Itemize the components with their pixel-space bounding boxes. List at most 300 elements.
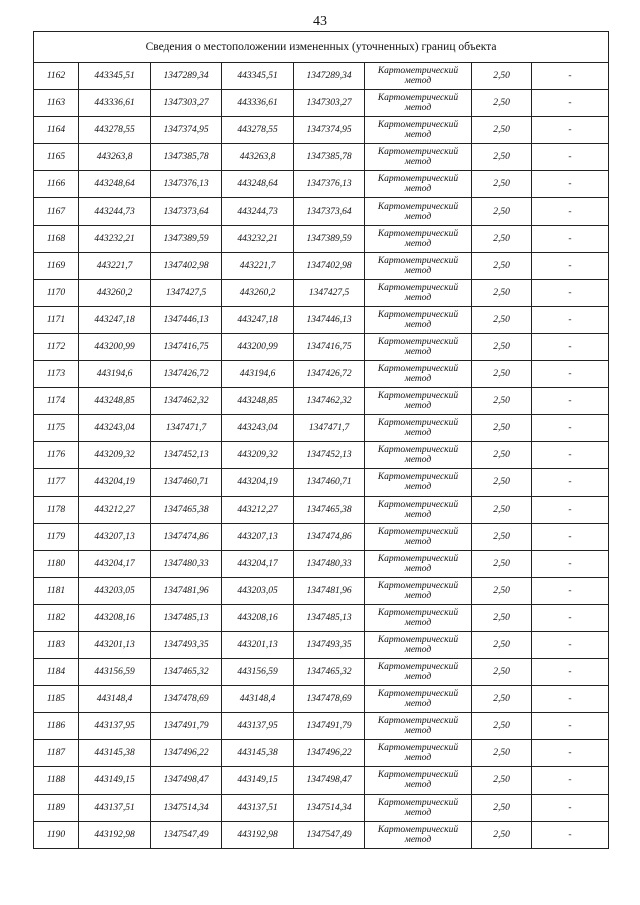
description-cell: -: [532, 388, 609, 415]
y-existing-cell: 1347496,22: [151, 740, 222, 767]
method-line2: метод: [404, 699, 432, 710]
description-cell: -: [532, 794, 609, 821]
method-line1: Картометрический: [377, 499, 459, 510]
table-row: [34, 225, 609, 252]
x-existing-cell: 443200,99: [79, 333, 151, 360]
method-line2: метод: [404, 184, 432, 195]
point-number-cell: 1171: [34, 306, 79, 333]
description-cell: -: [532, 631, 609, 658]
x-new-cell: 443145,38: [222, 740, 294, 767]
y-existing-cell: 1347478,69: [151, 686, 222, 713]
table-row: [34, 63, 609, 90]
y-new-cell: 1347460,71: [294, 469, 365, 496]
x-existing-cell: 443145,38: [79, 740, 151, 767]
description-cell: -: [532, 686, 609, 713]
y-new-cell: 1347402,98: [294, 252, 365, 279]
y-new-cell: 1347389,59: [294, 225, 365, 252]
table-row: [34, 550, 609, 577]
y-new-cell: 1347471,7: [294, 415, 365, 442]
y-new-cell: 1347373,64: [294, 198, 365, 225]
method-line1: Картометрический: [377, 282, 459, 293]
x-new-cell: 443200,99: [222, 333, 294, 360]
y-existing-cell: 1347493,35: [151, 631, 222, 658]
point-number-cell: 1185: [34, 686, 79, 713]
x-new-cell: 443248,85: [222, 388, 294, 415]
y-existing-cell: 1347465,38: [151, 496, 222, 523]
y-existing-cell: 1347446,13: [151, 306, 222, 333]
method-line2: метод: [404, 536, 432, 547]
method-line1: Картометрический: [377, 174, 459, 185]
point-number-cell: 1168: [34, 225, 79, 252]
x-new-cell: 443209,32: [222, 442, 294, 469]
description-cell: -: [532, 659, 609, 686]
point-number-cell: 1163: [34, 90, 79, 117]
table-row: [34, 577, 609, 604]
y-existing-cell: 1347426,72: [151, 361, 222, 388]
accuracy-cell: 2,50: [472, 117, 532, 144]
method-cell: [365, 117, 472, 144]
table-row: [34, 604, 609, 631]
accuracy-cell: 2,50: [472, 415, 532, 442]
x-new-cell: 443149,15: [222, 767, 294, 794]
method-cell: [365, 523, 472, 550]
method-cell: [365, 90, 472, 117]
point-number-cell: 1184: [34, 659, 79, 686]
x-new-cell: 443232,21: [222, 225, 294, 252]
method-cell: [365, 659, 472, 686]
y-new-cell: 1347481,96: [294, 577, 365, 604]
table-header-row: [34, 32, 609, 63]
method-cell: [365, 333, 472, 360]
x-existing-cell: 443209,32: [79, 442, 151, 469]
point-number-cell: 1169: [34, 252, 79, 279]
accuracy-cell: 2,50: [472, 713, 532, 740]
x-existing-cell: 443137,51: [79, 794, 151, 821]
method-cell: [365, 686, 472, 713]
method-line1: Картометрический: [377, 553, 459, 564]
method-cell: [365, 469, 472, 496]
y-existing-cell: 1347385,78: [151, 144, 222, 171]
method-cell: [365, 279, 472, 306]
method-cell: [365, 442, 472, 469]
table-row: [34, 767, 609, 794]
x-existing-cell: 443204,19: [79, 469, 151, 496]
point-number-cell: 1186: [34, 713, 79, 740]
x-existing-cell: 443248,64: [79, 171, 151, 198]
x-new-cell: 443247,18: [222, 306, 294, 333]
accuracy-cell: 2,50: [472, 63, 532, 90]
method-cell: [365, 144, 472, 171]
accuracy-cell: 2,50: [472, 821, 532, 848]
y-existing-cell: 1347465,32: [151, 659, 222, 686]
point-number-cell: 1190: [34, 821, 79, 848]
point-number-cell: 1181: [34, 577, 79, 604]
description-cell: -: [532, 333, 609, 360]
y-new-cell: 1347547,49: [294, 821, 365, 848]
accuracy-cell: 2,50: [472, 550, 532, 577]
accuracy-cell: 2,50: [472, 333, 532, 360]
accuracy-cell: 2,50: [472, 767, 532, 794]
page-number: 43: [313, 14, 327, 29]
point-number-cell: 1188: [34, 767, 79, 794]
point-number-cell: 1182: [34, 604, 79, 631]
table-row: [34, 686, 609, 713]
point-number-cell: 1170: [34, 279, 79, 306]
method-line2: метод: [404, 455, 432, 466]
table-row: [34, 523, 609, 550]
x-existing-cell: 443263,8: [79, 144, 151, 171]
method-cell: [365, 821, 472, 848]
method-line1: Картометрический: [377, 526, 459, 537]
description-cell: -: [532, 496, 609, 523]
accuracy-cell: 2,50: [472, 523, 532, 550]
method-line1: Картометрический: [377, 580, 459, 591]
method-line2: метод: [404, 292, 432, 303]
table-row: [34, 361, 609, 388]
method-cell: [365, 171, 472, 198]
x-existing-cell: 443194,6: [79, 361, 151, 388]
y-new-cell: 1347465,38: [294, 496, 365, 523]
method-cell: [365, 713, 472, 740]
accuracy-cell: 2,50: [472, 279, 532, 306]
table-row: [34, 713, 609, 740]
y-new-cell: 1347385,78: [294, 144, 365, 171]
method-line1: Картометрический: [377, 120, 459, 131]
table-row: [34, 117, 609, 144]
table-row: [34, 821, 609, 848]
x-existing-cell: 443148,4: [79, 686, 151, 713]
method-line2: метод: [404, 346, 432, 357]
description-cell: -: [532, 767, 609, 794]
description-cell: -: [532, 740, 609, 767]
point-number-cell: 1173: [34, 361, 79, 388]
description-cell: -: [532, 171, 609, 198]
point-number-cell: 1176: [34, 442, 79, 469]
method-line1: Картометрический: [377, 635, 459, 646]
x-existing-cell: 443203,05: [79, 577, 151, 604]
x-new-cell: 443221,7: [222, 252, 294, 279]
x-existing-cell: 443247,18: [79, 306, 151, 333]
method-line2: метод: [404, 726, 432, 737]
method-line1: Картометрический: [377, 336, 459, 347]
y-new-cell: 1347485,13: [294, 604, 365, 631]
description-cell: -: [532, 442, 609, 469]
method-line2: метод: [404, 780, 432, 791]
method-line1: Картометрический: [377, 662, 459, 673]
method-line2: метод: [404, 103, 432, 114]
description-cell: -: [532, 550, 609, 577]
table-row: [34, 794, 609, 821]
y-new-cell: 1347446,13: [294, 306, 365, 333]
y-existing-cell: 1347427,5: [151, 279, 222, 306]
point-number-cell: 1189: [34, 794, 79, 821]
method-line2: метод: [404, 807, 432, 818]
y-existing-cell: 1347474,86: [151, 523, 222, 550]
x-new-cell: 443204,19: [222, 469, 294, 496]
table-row: [34, 279, 609, 306]
accuracy-cell: 2,50: [472, 442, 532, 469]
method-cell: [365, 577, 472, 604]
point-number-cell: 1166: [34, 171, 79, 198]
accuracy-cell: 2,50: [472, 631, 532, 658]
method-cell: [365, 794, 472, 821]
table-row: [34, 631, 609, 658]
coordinates-table: [33, 31, 609, 849]
table-row: [34, 333, 609, 360]
method-cell: [365, 225, 472, 252]
accuracy-cell: 2,50: [472, 171, 532, 198]
method-line1: Картометрический: [377, 743, 459, 754]
y-existing-cell: 1347480,33: [151, 550, 222, 577]
y-new-cell: 1347474,86: [294, 523, 365, 550]
x-existing-cell: 443192,98: [79, 821, 151, 848]
method-line1: Картометрический: [377, 607, 459, 618]
x-existing-cell: 443149,15: [79, 767, 151, 794]
point-number-cell: 1177: [34, 469, 79, 496]
method-line1: Картометрический: [377, 472, 459, 483]
accuracy-cell: 2,50: [472, 469, 532, 496]
method-line1: Картометрический: [377, 147, 459, 158]
method-cell: [365, 604, 472, 631]
x-existing-cell: 443278,55: [79, 117, 151, 144]
y-existing-cell: 1347289,34: [151, 63, 222, 90]
accuracy-cell: 2,50: [472, 794, 532, 821]
description-cell: -: [532, 469, 609, 496]
method-cell: [365, 388, 472, 415]
method-line1: Картометрический: [377, 228, 459, 239]
method-line2: метод: [404, 753, 432, 764]
point-number-cell: 1187: [34, 740, 79, 767]
accuracy-cell: 2,50: [472, 225, 532, 252]
accuracy-cell: 2,50: [472, 388, 532, 415]
method-line1: Картометрический: [377, 445, 459, 456]
point-number-cell: 1180: [34, 550, 79, 577]
description-cell: -: [532, 117, 609, 144]
accuracy-cell: 2,50: [472, 659, 532, 686]
method-line2: метод: [404, 401, 432, 412]
method-line2: метод: [404, 265, 432, 276]
accuracy-cell: 2,50: [472, 90, 532, 117]
x-new-cell: 443156,59: [222, 659, 294, 686]
description-cell: -: [532, 415, 609, 442]
method-cell: [365, 415, 472, 442]
method-cell: [365, 496, 472, 523]
table-row: [34, 198, 609, 225]
method-line1: Картометрический: [377, 255, 459, 266]
description-cell: -: [532, 306, 609, 333]
point-number-cell: 1183: [34, 631, 79, 658]
accuracy-cell: 2,50: [472, 252, 532, 279]
x-new-cell: 443192,98: [222, 821, 294, 848]
description-cell: -: [532, 198, 609, 225]
method-line2: метод: [404, 509, 432, 520]
method-line1: Картометрический: [377, 797, 459, 808]
y-existing-cell: 1347373,64: [151, 198, 222, 225]
y-new-cell: 1347496,22: [294, 740, 365, 767]
x-existing-cell: 443204,17: [79, 550, 151, 577]
method-line2: метод: [404, 211, 432, 222]
point-number-cell: 1162: [34, 63, 79, 90]
table-row: [34, 252, 609, 279]
table-title: Сведения о местоположении измененных (уточненных) границ объекта: [34, 32, 609, 63]
method-line2: метод: [404, 672, 432, 683]
description-cell: -: [532, 279, 609, 306]
point-number-cell: 1164: [34, 117, 79, 144]
description-cell: -: [532, 225, 609, 252]
x-existing-cell: 443156,59: [79, 659, 151, 686]
method-line2: метод: [404, 374, 432, 385]
x-new-cell: 443278,55: [222, 117, 294, 144]
y-existing-cell: 1347303,27: [151, 90, 222, 117]
accuracy-cell: 2,50: [472, 686, 532, 713]
x-new-cell: 443208,16: [222, 604, 294, 631]
y-existing-cell: 1347471,7: [151, 415, 222, 442]
description-cell: -: [532, 577, 609, 604]
description-cell: -: [532, 713, 609, 740]
method-line2: метод: [404, 563, 432, 574]
y-new-cell: 1347374,95: [294, 117, 365, 144]
y-existing-cell: 1347460,71: [151, 469, 222, 496]
method-cell: [365, 252, 472, 279]
point-number-cell: 1178: [34, 496, 79, 523]
x-new-cell: 443260,2: [222, 279, 294, 306]
method-line2: метод: [404, 617, 432, 628]
y-existing-cell: 1347389,59: [151, 225, 222, 252]
accuracy-cell: 2,50: [472, 306, 532, 333]
description-cell: -: [532, 144, 609, 171]
x-new-cell: 443201,13: [222, 631, 294, 658]
description-cell: -: [532, 821, 609, 848]
table-row: [34, 469, 609, 496]
table-row: [34, 496, 609, 523]
y-new-cell: 1347416,75: [294, 333, 365, 360]
y-new-cell: 1347303,27: [294, 90, 365, 117]
accuracy-cell: 2,50: [472, 740, 532, 767]
x-existing-cell: 443207,13: [79, 523, 151, 550]
table-row: [34, 144, 609, 171]
y-existing-cell: 1347374,95: [151, 117, 222, 144]
y-new-cell: 1347376,13: [294, 171, 365, 198]
method-cell: [365, 198, 472, 225]
method-line2: метод: [404, 238, 432, 249]
method-cell: [365, 361, 472, 388]
x-existing-cell: 443243,04: [79, 415, 151, 442]
x-new-cell: 443336,61: [222, 90, 294, 117]
method-cell: [365, 740, 472, 767]
accuracy-cell: 2,50: [472, 198, 532, 225]
table-row: [34, 171, 609, 198]
method-line2: метод: [404, 482, 432, 493]
x-new-cell: 443263,8: [222, 144, 294, 171]
accuracy-cell: 2,50: [472, 577, 532, 604]
description-cell: -: [532, 63, 609, 90]
method-line1: Картометрический: [377, 93, 459, 104]
point-number-cell: 1167: [34, 198, 79, 225]
table-row: [34, 740, 609, 767]
x-new-cell: 443137,51: [222, 794, 294, 821]
method-line2: метод: [404, 157, 432, 168]
method-line2: метод: [404, 428, 432, 439]
point-number-cell: 1179: [34, 523, 79, 550]
method-line2: метод: [404, 76, 432, 87]
x-existing-cell: 443212,27: [79, 496, 151, 523]
method-line1: Картометрический: [377, 66, 459, 77]
method-line2: метод: [404, 130, 432, 141]
y-existing-cell: 1347481,96: [151, 577, 222, 604]
y-new-cell: 1347465,32: [294, 659, 365, 686]
description-cell: -: [532, 90, 609, 117]
x-existing-cell: 443260,2: [79, 279, 151, 306]
x-new-cell: 443243,04: [222, 415, 294, 442]
y-new-cell: 1347493,35: [294, 631, 365, 658]
y-new-cell: 1347289,34: [294, 63, 365, 90]
method-cell: [365, 63, 472, 90]
y-new-cell: 1347452,13: [294, 442, 365, 469]
method-cell: [365, 550, 472, 577]
table-row: [34, 659, 609, 686]
accuracy-cell: 2,50: [472, 144, 532, 171]
description-cell: -: [532, 252, 609, 279]
method-line1: Картометрический: [377, 201, 459, 212]
y-new-cell: 1347427,5: [294, 279, 365, 306]
y-existing-cell: 1347485,13: [151, 604, 222, 631]
method-cell: [365, 306, 472, 333]
x-existing-cell: 443248,85: [79, 388, 151, 415]
point-number-cell: 1172: [34, 333, 79, 360]
accuracy-cell: 2,50: [472, 496, 532, 523]
y-existing-cell: 1347547,49: [151, 821, 222, 848]
method-line2: метод: [404, 834, 432, 845]
y-new-cell: 1347514,34: [294, 794, 365, 821]
x-new-cell: 443244,73: [222, 198, 294, 225]
table-row: [34, 90, 609, 117]
y-existing-cell: 1347498,47: [151, 767, 222, 794]
x-existing-cell: 443244,73: [79, 198, 151, 225]
x-new-cell: 443148,4: [222, 686, 294, 713]
method-line2: метод: [404, 645, 432, 656]
x-existing-cell: 443232,21: [79, 225, 151, 252]
method-line1: Картометрический: [377, 689, 459, 700]
y-existing-cell: 1347416,75: [151, 333, 222, 360]
y-existing-cell: 1347462,32: [151, 388, 222, 415]
point-number-cell: 1175: [34, 415, 79, 442]
x-new-cell: 443248,64: [222, 171, 294, 198]
y-existing-cell: 1347402,98: [151, 252, 222, 279]
x-new-cell: 443203,05: [222, 577, 294, 604]
method-line2: метод: [404, 590, 432, 601]
table-body: [34, 63, 609, 849]
y-new-cell: 1347480,33: [294, 550, 365, 577]
method-line1: Картометрический: [377, 824, 459, 835]
method-cell: [365, 767, 472, 794]
point-number-cell: 1165: [34, 144, 79, 171]
x-existing-cell: 443137,95: [79, 713, 151, 740]
method-line1: Картометрический: [377, 770, 459, 781]
x-new-cell: 443212,27: [222, 496, 294, 523]
table-row: [34, 442, 609, 469]
x-new-cell: 443204,17: [222, 550, 294, 577]
accuracy-cell: 2,50: [472, 604, 532, 631]
x-existing-cell: 443221,7: [79, 252, 151, 279]
y-existing-cell: 1347491,79: [151, 713, 222, 740]
x-existing-cell: 443345,51: [79, 63, 151, 90]
method-line1: Картометрический: [377, 391, 459, 402]
x-existing-cell: 443201,13: [79, 631, 151, 658]
y-new-cell: 1347462,32: [294, 388, 365, 415]
method-cell: [365, 631, 472, 658]
x-new-cell: 443345,51: [222, 63, 294, 90]
method-line1: Картометрический: [377, 716, 459, 727]
